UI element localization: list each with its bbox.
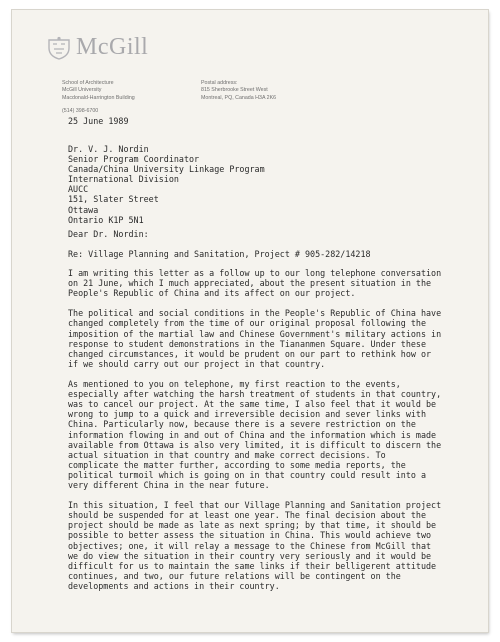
text-line: possible to better assess the situation in China. This would achieve two: [68, 530, 432, 541]
mcgill-crest-logo: [45, 36, 73, 60]
recipient-line: 151, Slater Street: [68, 194, 159, 205]
text-line: changed circumstances, it would be prudent on our part to rethink how or: [68, 348, 432, 359]
text-line: political turmoil which is going on in that country could result into a: [68, 469, 426, 480]
text-line: especially after watching the harsh treatment of students in that country,: [68, 389, 442, 400]
paragraph: [68, 379, 488, 490]
text-line: was to cancel our project. At the same time, I also feel that it would be: [68, 399, 437, 410]
text-line: wrong to jump to a quick and irreversible decision and sever links with: [68, 409, 426, 420]
subject-line: Re: Village Planning and Sanitation, Project # 905-282/14218: [68, 249, 371, 259]
recipient-line: Senior Program Coordinator: [68, 154, 200, 165]
letter-date: 25 June 1989: [68, 116, 129, 126]
recipient-line: Canada/China University Linkage Program: [68, 164, 265, 175]
text-line: complicate the matter further, according to some media reports, the: [68, 459, 406, 470]
text-line: People's Republic of China and its affect on our project.: [68, 288, 356, 299]
letter-body: [68, 268, 488, 601]
mcgill-wordmark: McGill: [76, 34, 149, 60]
postal-line: Montreal, PQ, Canada H3A 2K6: [201, 94, 277, 101]
text-line: project should be made as late as next spring; by that time, it should be: [68, 520, 437, 531]
sender-line: McGill University: [62, 87, 102, 94]
text-line: available from Ottawa is also very limited, it is difficult to discern the: [68, 439, 442, 450]
text-line: continues, and two, our future relations will be contingent on the: [68, 570, 401, 581]
text-line: As mentioned to you on telephone, my first reaction to the events,: [68, 379, 401, 390]
text-line: actual situation in that country and make correct decisions. To: [68, 449, 386, 460]
postal-address: [201, 80, 276, 102]
letter-page: [12, 10, 488, 632]
paragraph: [68, 500, 488, 591]
sender-address: [62, 80, 135, 102]
text-line: should be suspended for at least one year. The final decision about the: [68, 510, 426, 521]
text-line: In this situation, I feel that our Village Planning and Sanitation project: [68, 500, 442, 511]
phone-number: (514) 398-6700: [62, 108, 99, 114]
text-line: changed completely from the time of our original proposal following the: [68, 318, 426, 329]
text-line: if we should carry out our project in that country.: [68, 358, 326, 369]
text-line: on 21 June, which I much appreciated, about the present situation in the: [68, 278, 432, 289]
paragraph: [68, 268, 488, 298]
recipient-address: [68, 144, 265, 225]
postal-line: 815 Sherbrooke Street West: [201, 87, 268, 94]
text-line: developments and actions in their country.: [68, 580, 280, 591]
text-line: imposition of the martial law and Chinese Government's military actions in: [68, 328, 442, 339]
recipient-line: Dr. V. J. Nordin: [68, 144, 149, 154]
text-line: objectives; one, it will relay a message to the Chinese from McGill that: [68, 540, 432, 551]
sender-line: School of Architecture: [62, 80, 114, 86]
text-line: response to student demonstrations in the Tiananmen Square. Under these: [68, 338, 426, 349]
postal-line: Postal address:: [201, 80, 238, 86]
recipient-line: AUCC: [68, 184, 89, 195]
text-line: I am writing this letter as a follow up to our long telephone conversation: [68, 268, 442, 278]
recipient-line: Ottawa: [68, 204, 99, 215]
text-line: difficult for us to maintain the same links if their belligerent attitude: [68, 560, 437, 571]
text-line: China. Particularly now, because there is a severe restriction on the: [68, 419, 416, 430]
text-line: information flowing in and out of China and the information which is made: [68, 429, 437, 440]
sender-line: Macdonald-Harrington Building: [62, 94, 135, 101]
text-line: very different China in the near future.: [68, 479, 270, 490]
recipient-line: International Division: [68, 174, 179, 185]
paragraph: [68, 308, 488, 369]
salutation: Dear Dr. Nordin:: [68, 229, 149, 239]
text-line: we do view the situation in their country very seriously and it would be: [68, 550, 432, 561]
text-line: The political and social conditions in the People's Republic of China have: [68, 308, 442, 319]
recipient-line: Ontario K1P 5N1: [68, 214, 144, 225]
